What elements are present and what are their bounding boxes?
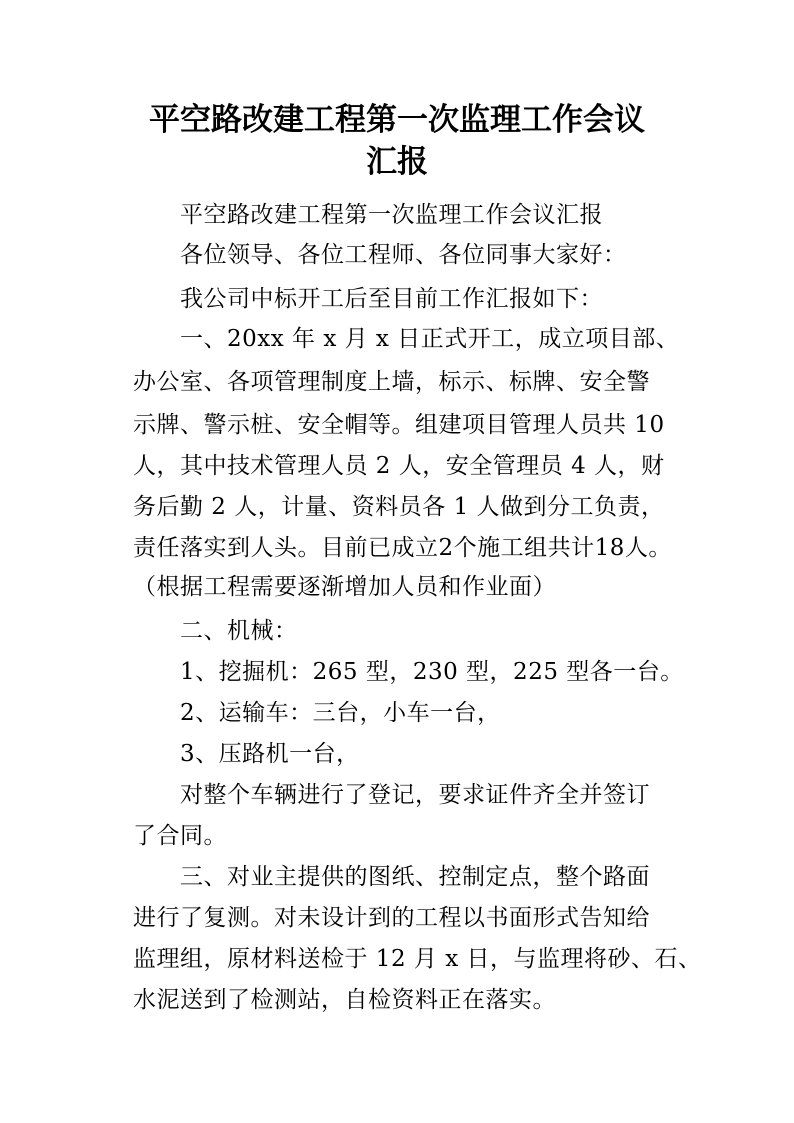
paragraph-line: 务后勤 2 人，计量、资料员各 1 人做到分工负责， xyxy=(133,494,665,520)
paragraph-line: （根据工程需要逐渐增加人员和作业面） xyxy=(133,574,556,600)
paragraph-line: 1、挖掘机：265 型，230 型，225 型各一台。 xyxy=(180,659,684,685)
paragraph-line: 进行了复测。对未设计到的工程以书面形式告知给 xyxy=(133,905,650,931)
paragraph-line: 人，其中技术管理人员 2 人，安全管理员 4 人，财 xyxy=(133,453,665,479)
paragraph-line: 责任落实到人头。目前已成立2个施工组共计18人。 xyxy=(133,535,672,561)
paragraph-line: 我公司中标开工后至目前工作汇报如下： xyxy=(180,286,603,312)
paragraph-line: 示牌、警示桩、安全帽等。组建项目管理人员共 10 xyxy=(133,412,665,438)
document-title-line-2: 汇报 xyxy=(366,144,428,180)
paragraph-line: 2、运输车：三台，小车一台， xyxy=(180,700,501,726)
paragraph-line: 水泥送到了检测站，自检资料正在落实。 xyxy=(133,987,556,1013)
paragraph-line: 二、机械： xyxy=(180,618,298,644)
paragraph-line: 监理组，原材料送检于 12 月 x 日，与监理将砂、石、 xyxy=(133,946,702,972)
paragraph-line: 办公室、各项管理制度上墙，标示、标牌、安全警 xyxy=(133,369,650,395)
paragraph-line: 对整个车辆进行了登记，要求证件齐全并签订 xyxy=(180,782,650,808)
paragraph-line: 各位领导、各位工程师、各位同事大家好： xyxy=(180,242,627,268)
document-title-line-1: 平空路改建工程第一次监理工作会议 xyxy=(149,102,645,138)
paragraph-line: 3、压路机一台， xyxy=(180,741,360,767)
paragraph-line: 平空路改建工程第一次监理工作会议汇报 xyxy=(180,202,603,228)
paragraph-line: 三、对业主提供的图纸、控制定点，整个路面 xyxy=(180,864,650,890)
paragraph-line: 了合同。 xyxy=(133,823,227,849)
paragraph-line: 一、20xx 年 x 月 x 日正式开工，成立项目部、 xyxy=(180,326,680,352)
